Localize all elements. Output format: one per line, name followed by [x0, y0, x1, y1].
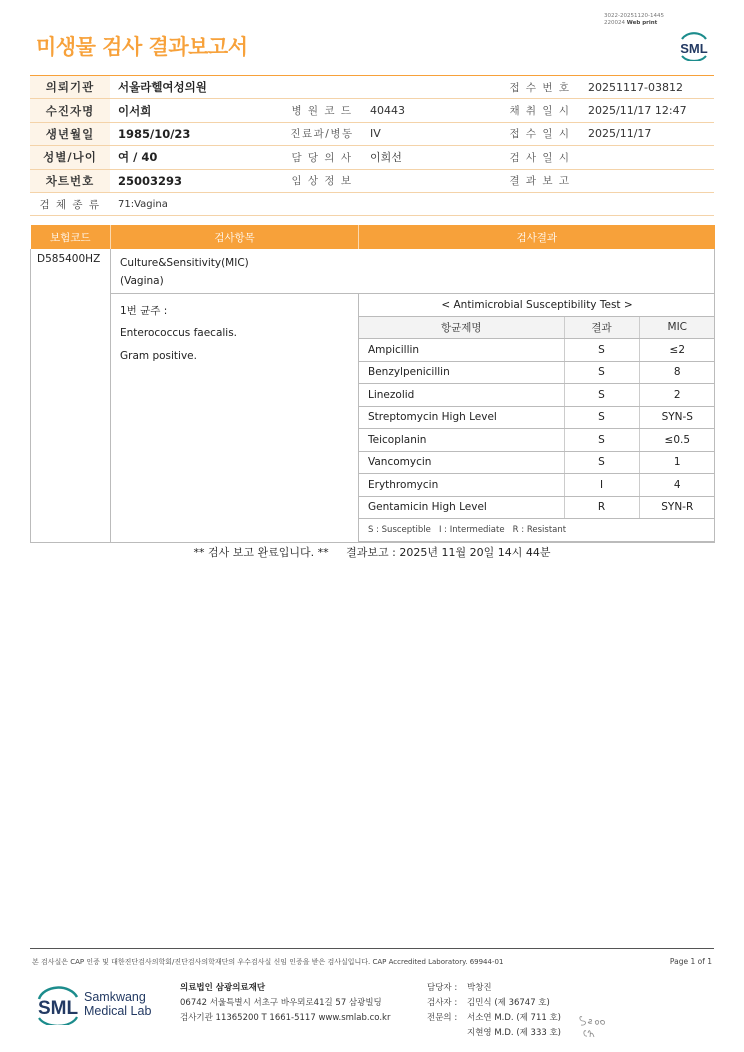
staff-value: 지현영 M.D. (제 333 호)	[467, 1028, 562, 1038]
drug-result: S	[564, 339, 639, 362]
staff-label: 검사자 :	[427, 998, 458, 1008]
org-contact: 검사기관 11365200 T 1661-5117 www.smlab.co.kr	[180, 1013, 391, 1023]
ast-header-drug: 항균제명	[359, 316, 564, 339]
drug-name: Linezolid	[359, 384, 564, 407]
drug-mic: 2	[639, 384, 715, 407]
organism-info	[111, 293, 359, 542]
birth-date: 1985/10/23	[110, 122, 282, 145]
drug-mic: ≤0.5	[639, 429, 715, 452]
drug-name: Gentamicin High Level	[359, 496, 564, 519]
ast-row	[359, 474, 715, 497]
info-label: 차트번호	[30, 169, 110, 192]
ast-header-result: 결과	[564, 316, 639, 339]
staff-value: 서소연 M.D. (제 711 호)	[467, 1013, 562, 1023]
certification-note: 본 검사실은 CAP 인증 및 대한진단검사의학회/진단검사의학재단의 우수검사실 신임 인증을 받은 검사실입니다. CAP Accredited Laboratory. 69944-01	[32, 958, 504, 966]
info-row	[30, 146, 714, 169]
doctor-name: 이희선	[362, 146, 500, 169]
info-row	[30, 122, 714, 145]
specimen-value: 71:Vagina	[110, 192, 714, 215]
patient-name: 이서희	[110, 99, 282, 122]
chart-number: 25003293	[110, 169, 282, 192]
ast-row	[359, 384, 715, 407]
header-test-result: 검사결과	[359, 225, 715, 249]
ast-row	[359, 451, 715, 474]
specimen-label: 검 체 종 류	[30, 192, 110, 215]
drug-name: Ampicillin	[359, 339, 564, 362]
ast-header-mic: MIC	[639, 316, 715, 339]
ast-table	[359, 293, 715, 542]
header-insurance-code: 보험코드	[31, 225, 111, 249]
drug-result: S	[564, 406, 639, 429]
info-label: 진료과/병동	[282, 122, 362, 145]
info-label	[282, 76, 362, 99]
print-id-line1: 3022-20251120-1445	[604, 13, 664, 19]
test-item	[111, 249, 715, 293]
report-datetime	[580, 169, 714, 192]
info-row	[30, 76, 714, 99]
org-name: 의료법인 삼광의료재단	[180, 983, 266, 993]
staff-label	[427, 1026, 467, 1041]
info-label: 결 과 보 고	[500, 169, 580, 192]
test-specimen: (Vagina)	[120, 275, 164, 287]
info-row	[30, 169, 714, 192]
info-label: 생년월일	[30, 122, 110, 145]
ast-row	[359, 406, 715, 429]
header-test-item: 검사항목	[111, 225, 359, 249]
drug-name: Benzylpenicillin	[359, 361, 564, 384]
info-row	[30, 99, 714, 122]
drug-result: R	[564, 496, 639, 519]
info-label: 검 사 일 시	[500, 146, 580, 169]
info-label: 병 원 코 드	[282, 99, 362, 122]
info-label: 접 수 번 호	[500, 76, 580, 99]
test-name: Culture&Sensitivity(MIC)	[120, 257, 249, 269]
clinical-info	[362, 169, 500, 192]
logo-text: SML	[680, 41, 708, 56]
info-label: 의뢰기관	[30, 76, 110, 99]
receipt-number: 20251117-03812	[580, 76, 714, 99]
ast-legend: S : Susceptible I : Intermediate R : Resistant	[359, 519, 715, 542]
ast-row	[359, 496, 715, 519]
test-datetime	[580, 146, 714, 169]
drug-mic: 8	[639, 361, 715, 384]
page-title: 미생물 검사 결과보고서	[36, 35, 248, 59]
info-row	[30, 192, 714, 215]
info-label: 채 취 일 시	[500, 99, 580, 122]
drug-mic: SYN-R	[639, 496, 715, 519]
info-label: 성별/나이	[30, 146, 110, 169]
logo-line1: Samkwang	[84, 990, 146, 1004]
page-number: Page 1 of 1	[669, 957, 712, 966]
drug-mic: ≤2	[639, 339, 715, 362]
signature-icon	[578, 1011, 608, 1039]
print-id-code: 220024	[604, 20, 625, 26]
footer-divider	[30, 948, 714, 949]
collection-datetime: 2025/11/17 12:47	[580, 99, 714, 122]
info-label: 수진자명	[30, 99, 110, 122]
department: IV	[362, 122, 500, 145]
drug-name: Streptomycin High Level	[359, 406, 564, 429]
print-id	[604, 13, 664, 27]
drug-result: I	[564, 474, 639, 497]
staff-label: 담당자 :	[427, 983, 458, 993]
staff-label: 전문의 :	[427, 1013, 458, 1023]
ast-cell	[359, 293, 715, 542]
organism-label: 1번 균주 :	[120, 304, 168, 317]
drug-result: S	[564, 429, 639, 452]
drug-result: S	[564, 384, 639, 407]
samkwang-logo-icon	[36, 981, 158, 1025]
sml-logo-icon	[676, 27, 712, 61]
info-value	[362, 76, 500, 99]
completion-message: ** 검사 보고 완료입니다. ** 결과보고 : 2025년 11월 20일 14시 44분	[193, 546, 551, 559]
ast-row	[359, 429, 715, 452]
info-value: 서울라헬여성의원	[110, 76, 282, 99]
print-id-mode: Web print	[626, 20, 658, 26]
logo-line2: Medical Lab	[84, 1004, 152, 1018]
results-table	[30, 225, 715, 543]
drug-mic: 4	[639, 474, 715, 497]
logo-mark-text: SML	[37, 998, 79, 1019]
org-info	[180, 981, 390, 1026]
ast-row	[359, 339, 715, 362]
gram-stain: Gram positive.	[120, 349, 197, 362]
drug-name: Teicoplanin	[359, 429, 564, 452]
info-label: 담 당 의 사	[282, 146, 362, 169]
staff-value: 김민식 (제 36747 호)	[467, 998, 550, 1008]
insurance-code: D585400HZ	[31, 249, 111, 542]
hospital-code: 40443	[362, 99, 500, 122]
staff-info	[427, 981, 561, 1041]
ast-row	[359, 361, 715, 384]
organism-name: Enterococcus faecalis.	[120, 327, 238, 339]
drug-result: S	[564, 361, 639, 384]
info-label: 임 상 정 보	[282, 169, 362, 192]
drug-name: Erythromycin	[359, 474, 564, 497]
org-address: 06742 서울특별시 서초구 바우뫼로41길 57 삼광빌딩	[180, 998, 382, 1008]
drug-mic: 1	[639, 451, 715, 474]
ast-title: < Antimicrobial Susceptibility Test >	[359, 294, 715, 317]
sex-age: 여 / 40	[110, 146, 282, 169]
receipt-datetime: 2025/11/17	[580, 122, 714, 145]
staff-value: 박창진	[467, 983, 492, 993]
drug-name: Vancomycin	[359, 451, 564, 474]
patient-info-table	[30, 75, 714, 216]
info-label: 접 수 일 시	[500, 122, 580, 145]
drug-mic: SYN-S	[639, 406, 715, 429]
drug-result: S	[564, 451, 639, 474]
